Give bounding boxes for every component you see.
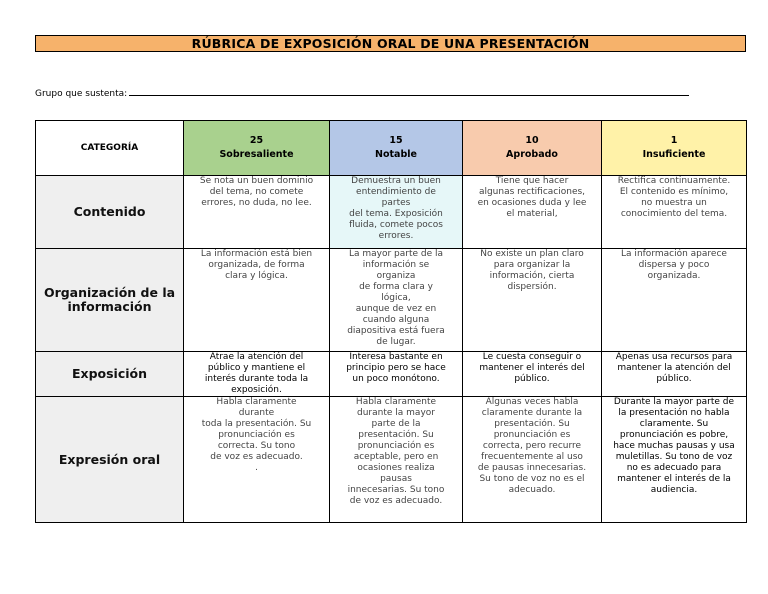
row-category: Contenido [36,176,184,249]
grupo-label: Grupo que sustenta: [35,89,128,99]
cell-text: Se nota un buen dominio del tema, no comete errores, no duda, no lee. [199,176,314,208]
cell-text: Tiene que hacer algunas rectificaciones, en ocasiones duda y lee el material, [477,176,587,219]
cell-text: Atrae la atención del público y mantiene el interés durante toda la exposición. [204,352,309,395]
table-row [36,352,747,397]
cell-text: Algunas veces habla claramente durante la presentación. Su pronunciación es correcta, pero recurre frecuentemente al uso de pausas innecesarias. Su tono de voz no es el adecuado. [477,397,587,495]
cell-text: Le cuesta conseguir o mantener el interés del público. [479,352,585,384]
cell-sobresaliente [184,176,330,249]
header-categoria: CATEGORÍA [36,121,184,176]
header-level-name: Notable [375,149,417,160]
cell-text: Interesa bastante en principio pero se hace un poco monótono. [346,352,446,384]
cell-text: Demuestra un buen entendimiento de partes del tema. Exposición fluida, comete pocos errores. [349,176,443,241]
header-level-name: Aprobado [506,149,558,160]
row-category: Organización de la información [36,249,184,352]
cell-notable [330,176,463,249]
row-category: Expresión oral [36,397,184,523]
header-points: 25 [249,135,264,146]
rubric-table [35,120,747,523]
rubric-title: RÚBRICA DE EXPOSICIÓN ORAL DE UNA PRESENTACIÓN [35,35,746,52]
cell-insuficiente [602,352,747,397]
cell-aprobado [463,397,602,523]
grupo-underline[interactable] [129,86,689,96]
cell-text: Rectifica continuamente. El contenido es mínimo, no muestra un conocimiento del tema. [617,176,731,219]
header-sobresaliente [184,121,330,176]
header-level-name: Sobresaliente [219,149,294,160]
header-row [36,121,747,176]
cell-notable [330,397,463,523]
cell-aprobado [463,249,602,352]
cell-sobresaliente [184,249,330,352]
header-aprobado [463,121,602,176]
cell-text: La información está bien organizada, de forma clara y lógica. [200,249,313,281]
header-points: 10 [525,135,539,146]
table-row [36,249,747,352]
cell-text: La información aparece dispersa y poco organizada. [621,249,727,281]
cell-aprobado [463,176,602,249]
header-points: 15 [389,135,403,146]
cell-insuficiente [602,176,747,249]
cell-text: Habla claramente durante toda la presentación. Su pronunciación es correcta. Su tono de voz es adecuado. . [201,397,312,473]
header-insuficiente [602,121,747,176]
cell-sobresaliente [184,397,330,523]
cell-insuficiente [602,249,747,352]
header-level-name: Insuficiente [642,149,706,160]
cell-text: Apenas usa recursos para mantener la atención del público. [615,352,733,384]
row-category: Exposición [36,352,184,397]
grupo-field [35,86,715,99]
cell-text: La mayor parte de la información se organiza de forma clara y lógica, aunque de vez en cuando alguna diapositiva está fuera de lugar. [347,249,445,347]
cell-text: Habla claramente durante la mayor parte de la presentación. Su pronunciación es aceptable, pero en ocasiones realiza pausas innecesarias. Su tono de voz es adecuado. [347,397,445,506]
table-row [36,176,747,249]
header-points: 1 [670,135,678,146]
cell-text: Durante la mayor parte de la presentación no habla claramente. Su pronunciación es pobre, hace muchas pausas y usa muletillas. Su tono de voz no es adecuado para mantener el interés de la audiencia. [613,397,735,495]
table-row [36,397,747,523]
cell-insuficiente [602,397,747,523]
cell-text: No existe un plan claro para organizar la información, cierta dispersión. [480,249,584,292]
cell-sobresaliente [184,352,330,397]
header-notable [330,121,463,176]
cell-notable [330,249,463,352]
cell-aprobado [463,352,602,397]
cell-notable [330,352,463,397]
